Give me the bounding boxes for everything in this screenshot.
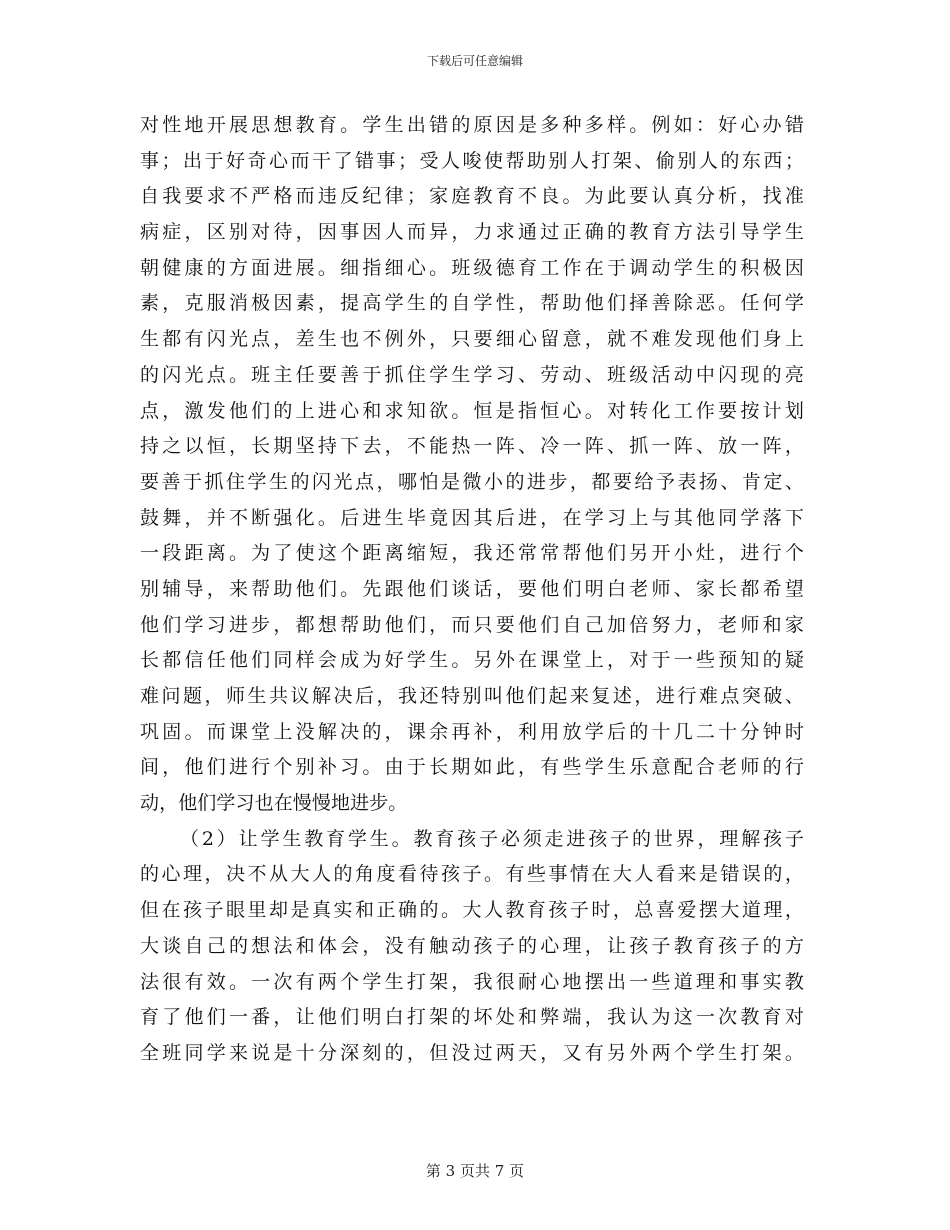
- text-line: 鼓舞，并不断强化。后进生毕竟因其后进，在学习上与其他同学落下: [140, 506, 804, 529]
- paragraph-start-line: （2）让学生教育学生。教育孩子必须走进孩子的世界，理解孩子: [180, 827, 804, 850]
- text-line: 间，他们进行个别补习。由于长期如此，有些学生乐意配合老师的行: [140, 756, 804, 779]
- text-line: 素，克服消极因素，提高学生的自学性，帮助他们择善除恶。任何学: [140, 292, 804, 315]
- page-header: 下载后可任意编辑: [426, 54, 523, 68]
- text-line: 难问题，师生共议解决后，我还特别叫他们起来复述，进行难点突破、: [140, 685, 804, 707]
- text-line: 朝健康的方面进展。细指细心。班级德育工作在于调动学生的积极因: [140, 256, 804, 279]
- text-line: 但在孩子眼里却是真实和正确的。大人教育孩子时，总喜爱摆大道理，: [140, 899, 804, 922]
- body-text: [140, 108, 804, 1072]
- text-line: 对性地开展思想教育。学生出错的原因是多种多样。例如：好心办错: [140, 114, 804, 136]
- text-line: 巩固。而课堂上没解决的，课余再补，利用放学后的十几二十分钟时: [140, 720, 804, 743]
- page-footer: 第 3 页共 7 页: [425, 1162, 525, 1180]
- text-line: 要善于抓住学生的闪光点，哪怕是微小的进步，都要给予表扬、肯定、: [140, 470, 804, 493]
- text-line: 的闪光点。班主任要善于抓住学生学习、劳动、班级活动中闪现的亮: [140, 363, 804, 386]
- text-line: 别辅导，来帮助他们。先跟他们谈话，要他们明白老师、家长都希望: [140, 577, 804, 600]
- text-line: 长都信任他们同样会成为好学生。另外在课堂上，对于一些预知的疑: [140, 649, 804, 672]
- text-line: 全班同学来说是十分深刻的，但没过两天，又有另外两个学生打架。: [140, 1041, 804, 1064]
- text-line: 大谈自己的想法和体会，没有触动孩子的心理，让孩子教育孩子的方: [140, 934, 804, 957]
- text-line: 点，激发他们的上进心和求知欲。恒是指恒心。对转化工作要按计划: [140, 399, 804, 422]
- text-line: 病症，区别对待，因事因人而异，力求通过正确的教育方法引导学生: [140, 221, 804, 244]
- text-line: 的心理，决不从大人的角度看待孩子。有些事情在大人看来是错误的，: [140, 863, 804, 886]
- text-line: 自我要求不严格而违反纪律；家庭教育不良。为此要认真分析，找准: [140, 185, 804, 208]
- text-line: 动，他们学习也在慢慢地进步。: [140, 792, 408, 815]
- text-line: 法很有效。一次有两个学生打架，我很耐心地摆出一些道理和事实教: [140, 970, 804, 993]
- text-line: 事；出于好奇心而干了错事；受人唆使帮助别人打架、偷别人的东西；: [140, 149, 804, 172]
- text-line: 一段距离。为了使这个距离缩短，我还常常帮他们另开小灶，进行个: [140, 542, 804, 565]
- text-line: 他们学习进步，都想帮助他们，而只要他们自己加倍努力，老师和家: [140, 613, 804, 636]
- text-line: 持之以恒，长期坚持下去，不能热一阵、冷一阵、抓一阵、放一阵，: [140, 435, 804, 458]
- text-line: 育了他们一番，让他们明白打架的坏处和弊端，我认为这一次教育对: [140, 1006, 804, 1029]
- text-line: 生都有闪光点，差生也不例外，只要细心留意，就不难发现他们身上: [140, 328, 804, 351]
